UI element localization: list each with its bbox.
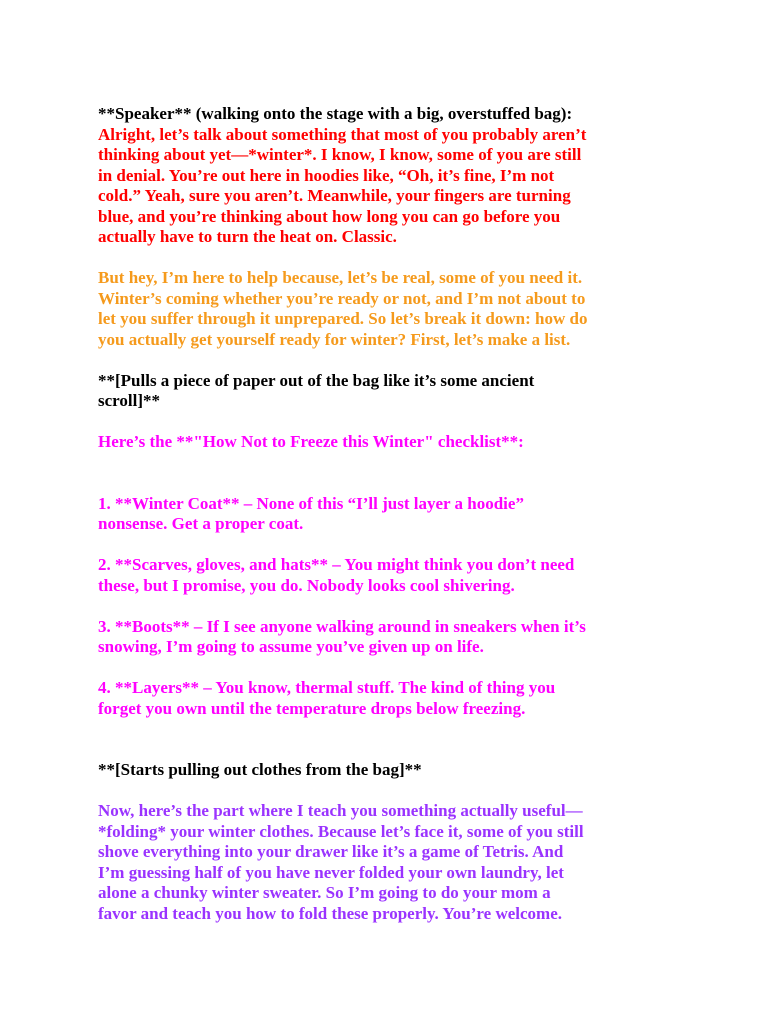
help-paragraph: But hey, I’m here to help because, let’s be real, some of you need it. Winter’s coming whether you’re ready or not, and I’m not about to let you suffer through it unprepared. So let’s break it down: how do you actually get yourself ready for winter? First, let’s make a list. — [98, 268, 588, 349]
checklist-item: 1. **Winter Coat** – None of this “I’ll just layer a hoodie” nonsense. Get a proper coat. — [98, 493, 524, 533]
checklist-item: 2. **Scarves, gloves, and hats** – You might think you don’t need these, but I promise, you do. Nobody looks cool shivering. — [98, 555, 575, 595]
intro-paragraph: Alright, let’s talk about something that most of you probably aren’t thinking about yet—*winter*. I know, I know, some of you are still in denial. You’re out here in hoodies like, “Oh, it’s fine, I’m not cold.” Yeah, sure you aren’t. Meanwhile, your fingers are turning blue, and you’re thinking about how long you can go before you actually have to turn the heat on. Classic. — [98, 124, 587, 246]
speaker-intro: **Speaker** (walking onto the stage with a big, overstuffed bag): — [98, 104, 573, 123]
checklist-item: 3. **Boots** – If I see anyone walking around in sneakers when it’s snowing, I’m going to assume you’ve given up on life. — [98, 616, 586, 656]
checklist — [98, 473, 588, 740]
stage-direction-clothes: **[Starts pulling out clothes from the bag]** — [98, 760, 422, 779]
document-body — [98, 104, 588, 945]
checklist-item: 4. **Layers** – You know, thermal stuff. The kind of thing you forget you own until the temperature drops below freezing. — [98, 678, 556, 718]
stage-direction-scroll: **[Pulls a piece of paper out of the bag like it’s some ancient scroll]** — [98, 370, 535, 410]
folding-paragraph: Now, here’s the part where I teach you something actually useful—*folding* your winter clothes. Because let’s face it, some of you still shove everything into your drawer like it’s a game of Tetris. And I’m guessing half of you have never folded your own laundry, let alone a chunky winter sweater. So I’m going to do your mom a favor and teach you how to fold these properly. You’re welcome. — [98, 801, 584, 923]
checklist-title: Here’s the **"How Not to Freeze this Winter" checklist**: — [98, 432, 524, 451]
